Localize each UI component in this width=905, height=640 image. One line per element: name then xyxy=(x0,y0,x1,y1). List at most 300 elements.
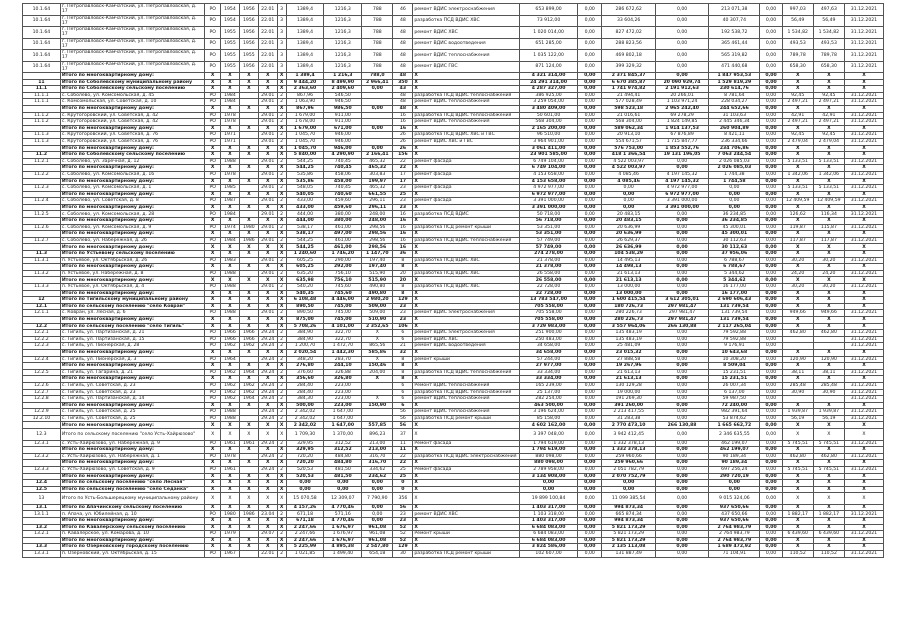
table-cell: 0,00 xyxy=(760,415,782,422)
table-cell: X xyxy=(258,460,277,467)
table-cell: 0,00 xyxy=(655,480,708,487)
table-cell: 0,00 xyxy=(578,145,602,152)
table-cell: 0,00 xyxy=(760,244,782,251)
table-row xyxy=(23,158,884,165)
table-cell: X xyxy=(239,303,258,310)
table-cell: 2 xyxy=(277,237,286,244)
table-cell: 0,00 xyxy=(760,4,782,16)
table-cell: 0,00 xyxy=(578,473,602,480)
table-cell: 29.01 xyxy=(258,270,277,277)
table-cell: 1216,3 xyxy=(324,38,362,50)
table-cell: 0,00 xyxy=(709,185,760,192)
table-cell: 1988 xyxy=(220,415,239,422)
table-cell: РО xyxy=(205,132,221,139)
table-cell: X xyxy=(258,544,277,551)
table-cell: 0,00 xyxy=(760,99,782,106)
table-cell: X xyxy=(413,178,520,185)
table-cell: 19 899 100,84 xyxy=(520,493,578,505)
table-cell: 284,40 xyxy=(286,389,324,396)
table-cell: 38,11 xyxy=(813,369,844,376)
table-cell: 322,70 xyxy=(324,330,362,337)
table-cell: г. Петропавловск-Камчатский, ул. Петропавловская, д. 17 xyxy=(60,50,205,62)
table-cell: 2 497,21 xyxy=(813,99,844,106)
table-cell: 31.12.2021 xyxy=(844,330,883,337)
table-cell: 0,00 xyxy=(578,138,602,145)
table-cell: разработка ПСД ВДИС теплоснабжения xyxy=(413,112,520,119)
table-cell: X xyxy=(413,277,520,284)
table-cell: X xyxy=(277,125,286,132)
table-cell: X xyxy=(205,251,221,258)
table-cell: 5 708,26 xyxy=(286,323,324,330)
table-cell: X xyxy=(239,191,258,198)
table-cell: 11.2.4 xyxy=(23,198,61,205)
table-cell: 0,00 xyxy=(760,429,782,441)
table-cell: 458,00 xyxy=(324,178,362,185)
table-cell: 322,70 xyxy=(324,336,362,343)
table-cell: 14 495,13 xyxy=(602,257,655,264)
table-cell: с. Крутогоровский, ул. Советская, д. 42 xyxy=(60,112,205,119)
table-cell: X xyxy=(220,297,239,304)
table-cell: г. Петропавловск-Камчатский, ул. Петропавловская, д. 17 xyxy=(60,4,205,16)
table-cell: X xyxy=(220,349,239,356)
table-cell: X xyxy=(413,145,520,152)
table-cell: 48 xyxy=(393,50,413,62)
table-cell: г. Петропавловск-Камчатский, ул. Петропавловская, д. 17 xyxy=(60,15,205,27)
table-cell: 31.12.2021 xyxy=(844,466,883,473)
table-cell: X xyxy=(277,303,286,310)
table-cell: X xyxy=(205,218,221,225)
table-cell: 21 613,13 xyxy=(602,270,655,277)
table-cell: с. Усть-Хайрюзово, ул. Набережная, д. 9 xyxy=(60,440,205,447)
table-cell: 0,00 xyxy=(760,264,782,271)
table-cell xyxy=(239,119,258,126)
table-cell: 0,00 xyxy=(760,447,782,454)
table-cell: 126,62 xyxy=(782,211,813,218)
table-cell: X xyxy=(205,473,221,480)
table-row-subtotal xyxy=(23,191,884,198)
table-cell: 465,32 xyxy=(362,185,393,192)
table-cell: X xyxy=(205,204,221,211)
table-cell: 789,78 xyxy=(782,50,813,62)
table-cell: 31.12.2021 xyxy=(844,369,883,376)
table-cell: 961,08 xyxy=(362,531,393,538)
table-cell: 880 098,00 xyxy=(520,460,578,467)
table-cell: 11 099 385,54 xyxy=(602,493,655,505)
table-cell: с. Соболево, ул. Комсомольская, д. 16 xyxy=(60,171,205,178)
table-cell: 36 234,85 xyxy=(709,211,760,218)
table-cell xyxy=(239,138,258,145)
table-cell: 22.01 xyxy=(258,50,277,62)
table-cell: X xyxy=(220,402,239,409)
table-cell: 23 xyxy=(393,303,413,310)
table-row-group-total xyxy=(23,86,884,93)
table-cell: 45 300,01 xyxy=(709,231,760,238)
table-cell: 665 874,34 xyxy=(602,511,655,518)
table-row xyxy=(23,336,884,343)
table-cell: 67 876,89 xyxy=(655,132,708,139)
table-cell: X xyxy=(782,323,813,330)
table-cell: 131 739,54 xyxy=(709,310,760,317)
table-cell: 1986 xyxy=(239,237,258,244)
table-cell: X xyxy=(413,191,520,198)
table-cell: 946,00 xyxy=(324,132,362,139)
table-cell: РО xyxy=(205,466,221,473)
table-cell: X xyxy=(844,537,883,544)
table-cell: 10.1.64 xyxy=(23,4,61,16)
table-cell: РО xyxy=(205,99,221,106)
table-cell: 745,00 xyxy=(324,303,362,310)
table-cell: 0,00 xyxy=(760,544,782,551)
table-cell: X xyxy=(413,73,520,80)
table-cell: 1 600 415,54 xyxy=(602,297,655,304)
table-cell: 0,00 xyxy=(655,73,708,80)
table-cell xyxy=(362,92,393,99)
table-cell: 911,00 xyxy=(324,119,362,126)
table-cell: 1966 xyxy=(239,330,258,337)
table-cell: 1 847 953,53 xyxy=(709,73,760,80)
table-cell: 658,30 xyxy=(813,61,844,73)
table-cell: 1983 xyxy=(220,257,239,264)
table-cell: X xyxy=(782,402,813,409)
table-cell: 515,90 xyxy=(362,270,393,277)
table-cell: 540,20 xyxy=(286,284,324,291)
table-cell: X xyxy=(205,323,221,330)
table-cell: 1974 xyxy=(220,224,239,231)
table-cell: X xyxy=(813,486,844,493)
table-cell: 0,00 xyxy=(602,204,655,211)
table-cell: 0,00 xyxy=(760,473,782,480)
table-cell: Ремонт крыши xyxy=(413,531,520,538)
table-cell: 22 xyxy=(393,165,413,172)
table-cell: 16 xyxy=(393,218,413,225)
table-cell: 949,66 xyxy=(782,310,813,317)
table-cell: X xyxy=(220,105,239,112)
table-cell: 2 789 958,00 xyxy=(520,466,578,473)
table-cell: 0,00 xyxy=(655,550,708,557)
table-cell: X xyxy=(277,165,286,172)
table-cell: п. Устьевое, ул. Октябрьская, д. 26 xyxy=(60,257,205,264)
table-cell: 0,00 xyxy=(655,15,708,27)
table-row xyxy=(23,112,884,119)
table-cell: 745,00 xyxy=(324,316,362,323)
table-cell: X xyxy=(413,297,520,304)
table-cell: 705 558,00 xyxy=(520,316,578,323)
table-cell: с. Тигиль, ул. Партизанская, д. 21 xyxy=(60,330,205,337)
table-cell: 31.12.2021 xyxy=(844,185,883,192)
table-cell: 116,34 xyxy=(813,211,844,218)
table-cell: 11.1.1 xyxy=(23,99,61,106)
table-cell: X xyxy=(205,429,221,441)
table-cell: с. Крутогоровский, ул. Советская, д. 76 xyxy=(60,132,205,139)
table-body xyxy=(23,4,884,558)
table-cell: 0,00 xyxy=(578,4,602,16)
table-cell: X xyxy=(844,493,883,505)
table-cell: X xyxy=(258,363,277,370)
table-cell: X xyxy=(205,277,221,284)
table-cell: 56 xyxy=(393,504,413,511)
table-cell: 2 xyxy=(277,409,286,416)
table-cell: ремонт ВДИС теплоснабжения xyxy=(413,409,520,416)
table-cell: 0,00 xyxy=(760,323,782,330)
table-cell: РО xyxy=(205,369,221,376)
table-cell: X xyxy=(258,537,277,544)
table-cell: X xyxy=(782,486,813,493)
table-cell: 73 912,00 xyxy=(520,15,578,27)
table-cell xyxy=(239,112,258,119)
table-cell: 756,10 xyxy=(324,270,362,277)
table-cell: 192 538,72 xyxy=(709,27,760,39)
table-cell: 658,30 xyxy=(782,61,813,73)
table-cell: X xyxy=(277,145,286,152)
table-cell: 1 403 317,00 xyxy=(520,518,578,525)
table-cell: 13.3.1 xyxy=(23,550,61,557)
table-cell: 2 342,02 xyxy=(286,415,324,422)
table-cell: 1955 xyxy=(220,61,239,73)
table-cell: X xyxy=(277,79,286,86)
table-cell xyxy=(23,204,61,211)
table-cell: 13 783 547,00 xyxy=(520,297,578,304)
table-cell: 0,00 xyxy=(578,389,602,396)
table-cell: X xyxy=(277,429,286,441)
table-row xyxy=(23,4,884,16)
table-cell: X xyxy=(413,323,520,330)
table-cell: 11 xyxy=(23,79,61,86)
table-cell: 0,00 xyxy=(655,158,708,165)
table-cell: 1 665 662,72 xyxy=(709,422,760,429)
table-cell: Итого по сельскому поселению "село Тигиль" xyxy=(60,323,205,330)
table-cell: 165 239,00 xyxy=(520,382,578,389)
table-cell: 11.2.6 xyxy=(23,224,61,231)
table-cell: X xyxy=(205,544,221,551)
table-cell: 3 xyxy=(277,15,286,27)
table-cell: 31.12.2021 xyxy=(844,112,883,119)
table-cell: 0,00 xyxy=(578,550,602,557)
table-cell: 0,00 xyxy=(655,466,708,473)
table-cell: 2 247,66 xyxy=(286,537,324,544)
table-cell: X xyxy=(239,165,258,172)
table-cell: 0,00 xyxy=(760,211,782,218)
table-cell: 671,18 xyxy=(286,518,324,525)
table-cell: 12.3 xyxy=(23,429,61,441)
table-cell: 1 746,20 xyxy=(324,251,362,258)
table-cell: X xyxy=(844,145,883,152)
table-cell: 59 987,50 xyxy=(709,396,760,403)
table-cell: X xyxy=(782,303,813,310)
table-cell: 115,87 xyxy=(813,224,844,231)
table-cell: 12.2.7 xyxy=(23,389,61,396)
table-cell: 1955 xyxy=(220,50,239,62)
table-cell: 3 134 908,00 xyxy=(520,473,578,480)
table-cell xyxy=(239,356,258,363)
table-cell: РО xyxy=(205,284,221,291)
table-cell: 1 342,06 xyxy=(782,171,813,178)
table-cell: 29.01 xyxy=(258,257,277,264)
table-cell: 1 794 619,00 xyxy=(520,447,578,454)
table-cell: 0,00 xyxy=(655,4,708,16)
table-cell: 0,00 xyxy=(578,297,602,304)
table-cell: X xyxy=(844,323,883,330)
table-cell: 1978 xyxy=(220,119,239,126)
table-cell: 0,00 xyxy=(578,460,602,467)
table-cell: 0,00 xyxy=(760,92,782,99)
table-cell: 36 234,85 xyxy=(709,218,760,225)
table-cell: 16 177,00 xyxy=(709,284,760,291)
table-cell: 52 xyxy=(393,524,413,531)
table-cell: 0,00 xyxy=(655,518,708,525)
table-cell xyxy=(782,396,813,403)
table-cell: ремонт ВДИС ХВС xyxy=(413,511,520,518)
table-cell: РО xyxy=(205,389,221,396)
table-cell: 605,25 xyxy=(286,257,324,264)
table-row xyxy=(23,61,884,73)
table-cell: X xyxy=(205,447,221,454)
table-cell: 23 xyxy=(393,511,413,518)
table-cell xyxy=(23,244,61,251)
table-cell xyxy=(239,310,258,317)
table-cell: 22.01 xyxy=(258,550,277,557)
table-cell: 0,00 xyxy=(655,237,708,244)
table-cell: разработка ПСД ВДИС ХВС xyxy=(413,15,520,27)
table-cell: 16 xyxy=(393,224,413,231)
table-cell: 0,00 xyxy=(760,316,782,323)
table-cell xyxy=(813,343,844,350)
table-cell: X xyxy=(813,537,844,544)
table-cell: 26 558,00 xyxy=(520,270,578,277)
table-cell: 0,00 xyxy=(760,290,782,297)
table-cell xyxy=(23,277,61,284)
table-cell: 538,17 xyxy=(286,231,324,238)
table-cell: РО xyxy=(205,257,221,264)
table-cell: 48 xyxy=(393,105,413,112)
table-cell: 0,00 xyxy=(655,343,708,350)
table-cell: 6 137,00 xyxy=(709,389,760,396)
table-cell xyxy=(23,105,61,112)
table-cell: 2 020,54 xyxy=(286,349,324,356)
table-cell: 0,00 xyxy=(578,112,602,119)
table-cell: 1 715 847,77 xyxy=(655,138,708,145)
table-cell: 48 xyxy=(393,15,413,27)
table-cell: X xyxy=(205,86,221,93)
table-cell: 292,00 xyxy=(324,264,362,271)
table-cell: 53 351,00 xyxy=(520,224,578,231)
table-cell: X xyxy=(258,290,277,297)
table-cell: 465,32 xyxy=(362,165,393,172)
table-cell: 0,00 xyxy=(760,376,782,383)
table-cell: X xyxy=(362,356,393,363)
table-cell: 867,96 xyxy=(286,92,324,99)
table-cell: X xyxy=(239,73,258,80)
table-cell: 1962 xyxy=(220,389,239,396)
table-cell: Ремонт ВДИС теплоснабжения xyxy=(413,382,520,389)
table-cell: X xyxy=(413,218,520,225)
table-cell: 12.3.2 xyxy=(23,453,61,460)
table-cell: 29.01 xyxy=(258,310,277,317)
table-cell: X xyxy=(782,277,813,284)
table-cell: 520,53 xyxy=(286,466,324,473)
table-cell: X xyxy=(258,277,277,284)
table-cell: 461,00 xyxy=(324,237,362,244)
table-cell: 671,18 xyxy=(286,511,324,518)
table-cell: 298,56 xyxy=(362,224,393,231)
table-cell: 23 xyxy=(393,185,413,192)
table-cell: с. Тигиль, ул. Партизанская, д. 14 xyxy=(60,396,205,403)
table-cell: X xyxy=(277,191,286,198)
table-cell: X xyxy=(844,125,883,132)
table-cell: 2 xyxy=(277,224,286,231)
table-cell: 29.24 xyxy=(258,453,277,460)
table-cell: 204,00 xyxy=(362,369,393,376)
table-cell xyxy=(362,415,393,422)
table-cell xyxy=(23,537,61,544)
table-cell: 0,00 xyxy=(655,531,708,538)
table-cell xyxy=(239,92,258,99)
table-cell: 0,00 xyxy=(760,480,782,487)
table-cell: X xyxy=(813,473,844,480)
table-cell: 1980 xyxy=(220,511,239,518)
table-cell: 0,00 xyxy=(760,466,782,473)
table-cell: 312,52 xyxy=(324,440,362,447)
table-cell: 236 334,66 xyxy=(709,138,760,145)
table-cell: 0,00 xyxy=(760,165,782,172)
table-cell: X xyxy=(220,191,239,198)
table-cell: 589 062,34 xyxy=(602,125,655,132)
table-cell: 1216,3 xyxy=(324,4,362,16)
table-cell: 1 676,97 xyxy=(324,537,362,544)
table-row-subtotal xyxy=(23,447,884,454)
table-cell: с. Усть-Хайрюзово, ул. Набережная, д. 1 xyxy=(60,453,205,460)
table-cell: 48 xyxy=(393,27,413,39)
table-cell: 0,00 xyxy=(760,218,782,225)
table-cell: 72 240,00 xyxy=(709,402,760,409)
table-cell: 880 098,00 xyxy=(520,453,578,460)
table-cell: X xyxy=(813,264,844,271)
table-cell: 0,00 xyxy=(760,504,782,511)
table-cell: 102 607,00 xyxy=(520,550,578,557)
table-cell: 2 xyxy=(277,511,286,518)
table-cell: 2 xyxy=(277,284,286,291)
table-cell: 7 790,90 xyxy=(362,493,393,505)
table-cell: 1956 xyxy=(239,27,258,39)
table-cell: 25 xyxy=(393,466,413,473)
table-cell: 1986 xyxy=(239,511,258,518)
table-cell: 16 xyxy=(393,112,413,119)
table-cell: 0,00 xyxy=(760,369,782,376)
table-cell: X xyxy=(413,518,520,525)
table-cell: X xyxy=(844,402,883,409)
table-cell: 1389,4 xyxy=(286,50,324,62)
table-cell: 223,00 xyxy=(324,396,362,403)
table-cell: 3 391 000,00 xyxy=(520,198,578,205)
table-cell: Итого по многоквартирному дому: xyxy=(60,125,205,132)
table-cell: X xyxy=(220,544,239,551)
table-cell: 961,08 xyxy=(362,537,393,544)
table-cell: 12 409,59 xyxy=(813,198,844,205)
table-cell: X xyxy=(220,178,239,185)
table-cell: 19 131 196,05 xyxy=(655,152,708,159)
table-cell: 8 xyxy=(393,257,413,264)
table-cell: 544,25 xyxy=(286,165,324,172)
table-cell: X xyxy=(782,544,813,551)
table-cell: 2 117 265,04 xyxy=(709,323,760,330)
table-cell: 0,00 xyxy=(760,105,782,112)
table-cell: X xyxy=(782,493,813,505)
table-cell: 1980 xyxy=(239,224,258,231)
table-cell: 0,00 xyxy=(578,270,602,277)
table-cell: 303,83 xyxy=(362,171,393,178)
table-cell: X xyxy=(782,79,813,86)
table-cell: 1966 xyxy=(220,336,239,343)
table-cell: 21 613,13 xyxy=(602,277,655,284)
